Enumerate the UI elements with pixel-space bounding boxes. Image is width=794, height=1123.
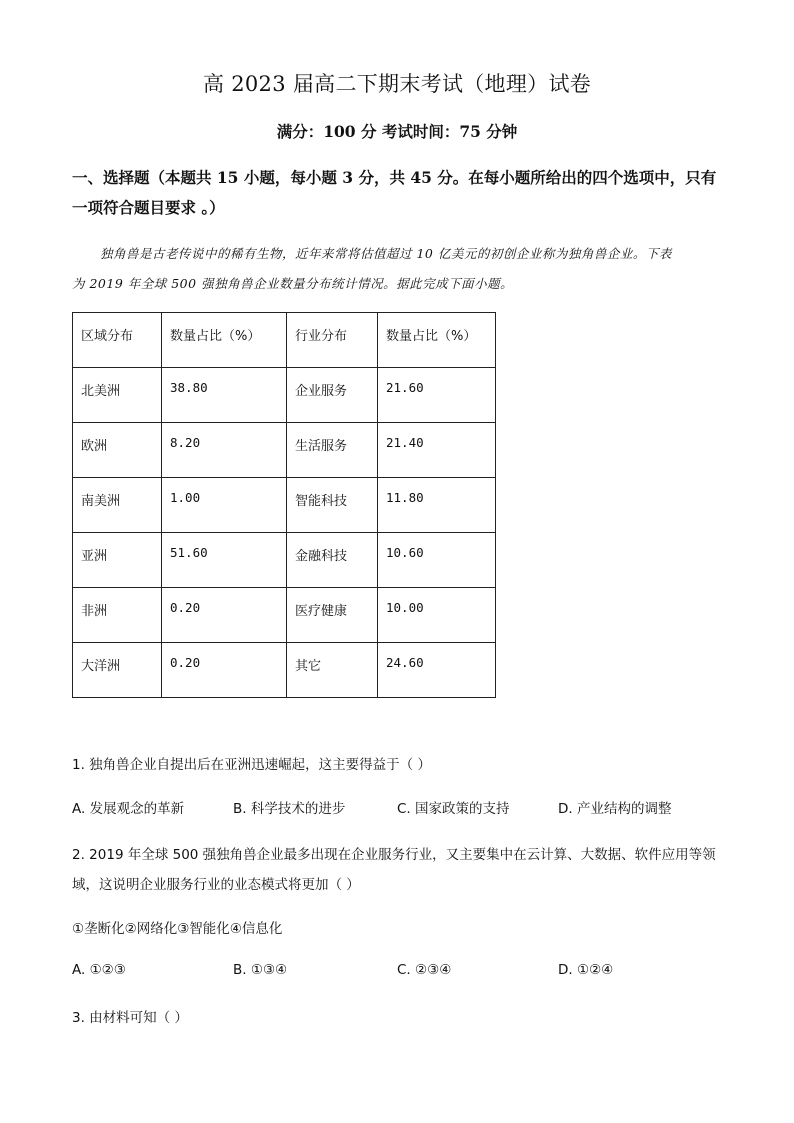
question-2-option-d[interactable]: D. ①②④ — [558, 962, 614, 978]
table-cell: 生活服务 — [287, 423, 378, 478]
table-row — [73, 368, 496, 423]
table-cell: 欧洲 — [73, 423, 162, 478]
table-cell: 21.40 — [378, 423, 496, 478]
table-cell: 21.60 — [378, 368, 496, 423]
table-cell: 8.20 — [162, 423, 287, 478]
table-cell: 10.60 — [378, 533, 496, 588]
table-cell: 大洋洲 — [73, 643, 162, 698]
table-cell: 医疗健康 — [287, 588, 378, 643]
table-cell: 北美洲 — [73, 368, 162, 423]
table-cell: 38.80 — [162, 368, 287, 423]
section-heading-line1: 一、选择题（本题共 15 小题，每小题 3 分，共 45 分。在每小题所给出的四个选项中，只有 — [72, 168, 717, 187]
intro-paragraph-line1: 独角兽是古老传说中的稀有生物，近年来常将估值超过 10 亿美元的初创企业称为独角兽企业。下表 — [100, 246, 672, 261]
table-row — [73, 643, 496, 698]
question-2-option-a[interactable]: A. ①②③ — [72, 962, 126, 978]
table-header-cell: 行业分布 — [287, 313, 378, 368]
table-row — [73, 533, 496, 588]
table-cell: 10.00 — [378, 588, 496, 643]
table-row — [73, 423, 496, 478]
question-1-stem: 1. 独角兽企业自提出后在亚洲迅速崛起，这主要得益于（ ） — [72, 757, 431, 773]
table-row — [73, 478, 496, 533]
table-row — [73, 588, 496, 643]
question-2-stem-line1: 2. 2019 年全球 500 强独角兽企业最多出现在企业服务行业，又主要集中在云计算、大数据、软件应用等领 — [72, 847, 716, 863]
question-2-option-c[interactable]: C. ②③④ — [397, 962, 452, 978]
table-header-cell: 区域分布 — [73, 313, 162, 368]
question-1-option-d[interactable]: D. 产业结构的调整 — [558, 801, 672, 817]
table-cell: 南美洲 — [73, 478, 162, 533]
question-2-stem-line2: 域，这说明企业服务行业的业态模式将更加（ ） — [72, 877, 360, 893]
question-1-option-b[interactable]: B. 科学技术的进步 — [233, 801, 346, 817]
table-cell: 企业服务 — [287, 368, 378, 423]
table-cell: 智能科技 — [287, 478, 378, 533]
question-1-option-a[interactable]: A. 发展观念的革新 — [72, 801, 185, 817]
table-cell: 51.60 — [162, 533, 287, 588]
table-cell: 金融科技 — [287, 533, 378, 588]
table-cell: 11.80 — [378, 478, 496, 533]
table-cell: 其它 — [287, 643, 378, 698]
table-cell: 亚洲 — [73, 533, 162, 588]
question-2-option-b[interactable]: B. ①③④ — [233, 962, 288, 978]
table-cell: 0.20 — [162, 643, 287, 698]
unicorn-distribution-table — [72, 312, 496, 698]
table-cell: 1.00 — [162, 478, 287, 533]
table-header-row — [73, 313, 496, 368]
intro-paragraph-line2: 为 2019 年全球 500 强独角兽企业数量分布统计情况。据此完成下面小题。 — [72, 276, 514, 291]
page-title: 高 2023 届高二下期末考试（地理）试卷 — [202, 72, 592, 96]
exam-info: 满分：100 分 考试时间：75 分钟 — [276, 122, 518, 141]
question-2-choices: ①垄断化②网络化③智能化④信息化 — [72, 921, 283, 937]
section-heading-line2: 一项符合题目要求 。） — [72, 198, 225, 217]
table-header-cell: 数量占比（%） — [378, 313, 496, 368]
table-cell: 非洲 — [73, 588, 162, 643]
question-1-option-c[interactable]: C. 国家政策的支持 — [397, 801, 510, 817]
question-3-stem: 3. 由材料可知（ ） — [72, 1010, 188, 1026]
table-cell: 0.20 — [162, 588, 287, 643]
table-cell: 24.60 — [378, 643, 496, 698]
table-header-cell: 数量占比（%） — [162, 313, 287, 368]
